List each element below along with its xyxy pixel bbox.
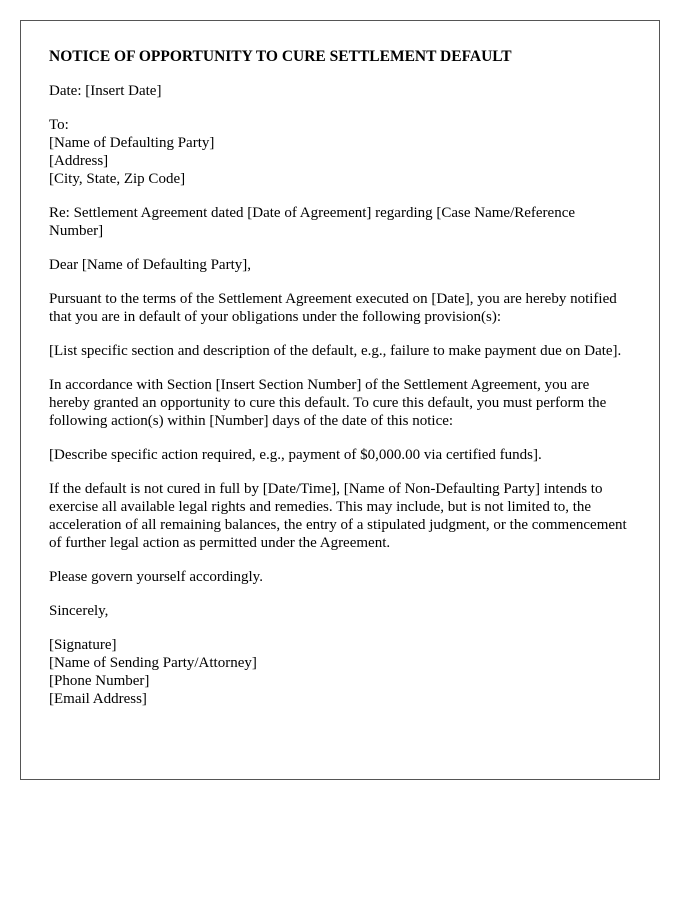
recipient-block	[49, 116, 631, 188]
salutation: Dear [Name of Defaulting Party],	[49, 257, 252, 273]
sender-phone: [Phone Number]	[49, 673, 150, 689]
re-line: Re: Settlement Agreement dated [Date of Agreement] regarding [Case Name/Reference Number]	[49, 205, 576, 239]
letter-page	[20, 20, 660, 780]
recipient-address: [Address]	[49, 153, 109, 169]
date-line: Date: [Insert Date]	[49, 83, 162, 99]
recipient-city-state-zip: [City, State, Zip Code]	[49, 171, 186, 187]
letter-title: NOTICE OF OPPORTUNITY TO CURE SETTLEMENT DEFAULT	[49, 48, 512, 65]
signature-placeholder: [Signature]	[49, 637, 117, 653]
body-paragraph-govern: Please govern yourself accordingly.	[49, 569, 263, 585]
recipient-name: [Name of Defaulting Party]	[49, 135, 215, 151]
signature-block	[49, 636, 631, 708]
body-paragraph-required-action: [Describe specific action required, e.g., payment of $0,000.00 via certified funds].	[49, 447, 542, 463]
body-paragraph-default-notice: Pursuant to the terms of the Settlement Agreement executed on [Date], you are hereby notified that you are in default of your obligations under the following provision(s):	[49, 291, 617, 325]
sender-name: [Name of Sending Party/Attorney]	[49, 655, 257, 671]
body-paragraph-consequences: If the default is not cured in full by [Date/Time], [Name of Non-Defaulting Party] intends to exercise all available legal rights and remedies. This may include, but is not limited to, the acceleration of all remaining balances, the entry of a stipulated judgment, or the commencement of further legal action as permitted under the Agreement.	[49, 481, 627, 551]
sender-email: [Email Address]	[49, 691, 147, 707]
body-paragraph-cure-opportunity: In accordance with Section [Insert Section Number] of the Settlement Agreement, you are hereby granted an opportunity to cure this default. To cure this default, you must perform the following action(s) within [Number] days of the date of this notice:	[49, 377, 607, 429]
body-paragraph-default-description: [List specific section and description of the default, e.g., failure to make payment due on Date].	[49, 343, 622, 359]
closing: Sincerely,	[49, 603, 109, 619]
to-label: To:	[49, 117, 69, 133]
